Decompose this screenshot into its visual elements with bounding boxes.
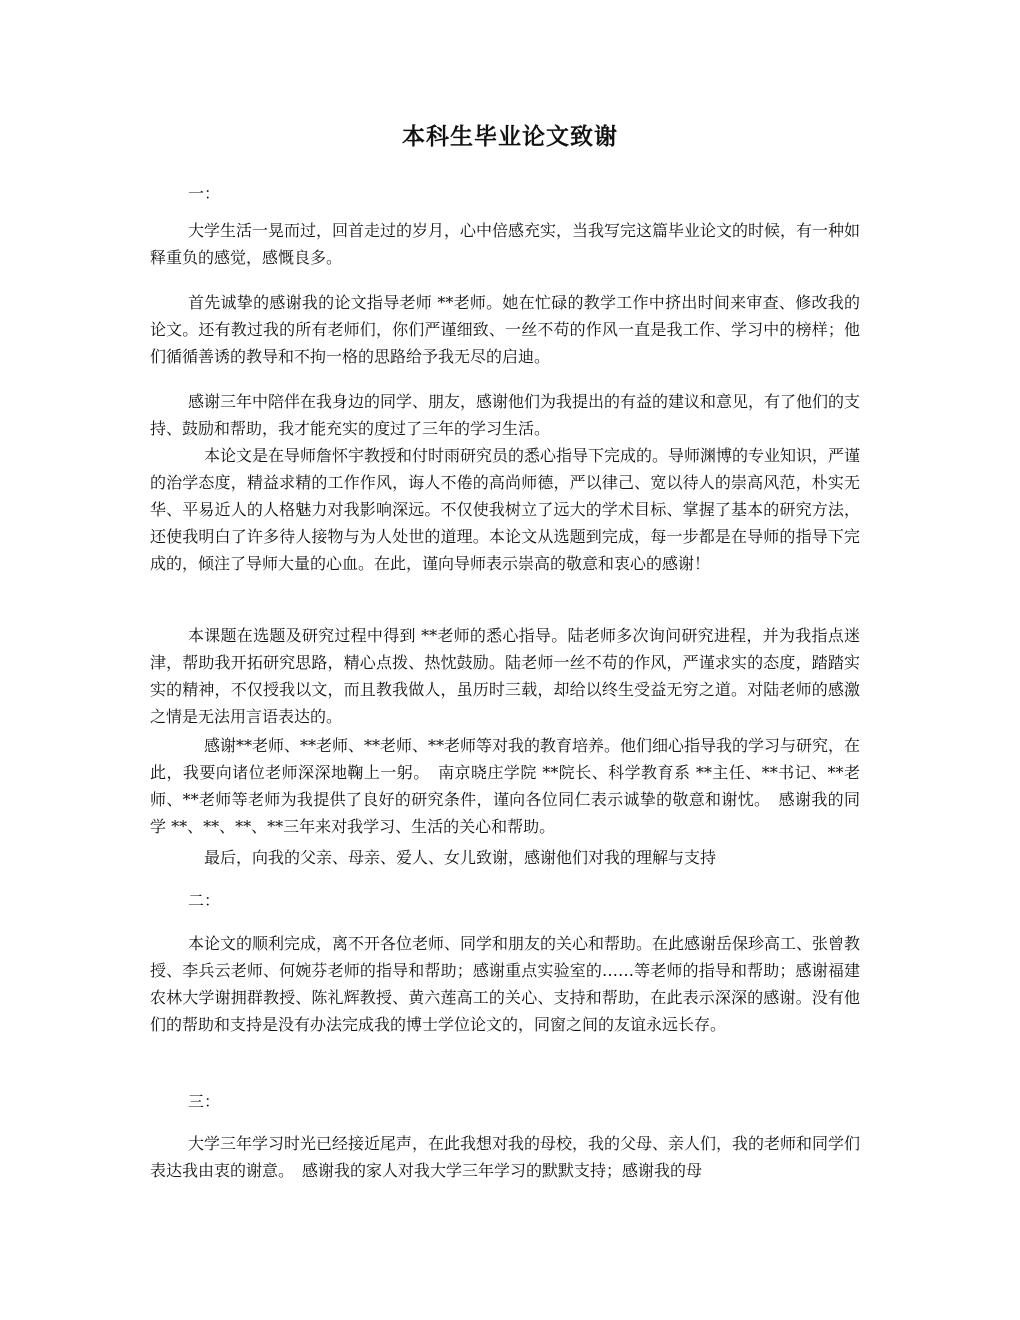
- paragraph: 本课题在选题及研究过程中得到 **老师的悉心指导。陆老师多次询问研究进程，并为我指点迷津，帮助我开拓研究思路，精心点拨、热忱鼓励。陆老师一丝不苟的作风，严谨求实的态度，踏踏实实的精神，不仅授我以文，而且教我做人，虽历时三载，却给以终生受益无穷之道。对陆老师的感激之情是无法用言语表达的。: [150, 626, 860, 726]
- paragraph: 大学三年学习时光已经接近尾声，在此我想对我的母校，我的父母、亲人们，我的老师和同学们表达我由衷的谢意。 感谢我的家人对我大学三年学习的默默支持；感谢我的母: [150, 1134, 861, 1180]
- section-heading-1: 一：: [188, 184, 221, 203]
- paragraph: 感谢三年中陪伴在我身边的同学、朋友，感谢他们为我提出的有益的建议和意见，有了他们的支持、鼓励和帮助，我才能充实的度过了三年的学习生活。: [150, 392, 861, 438]
- paragraph: 感谢**老师、**老师、**老师、**老师等对我的教育培养。他们细心指导我的学习与研究，在此，我要向诸位老师深深地鞠上一躬。 南京晓庄学院 **院长、科学教育系 **主任、**书记、**老师、**老师等老师为我提供了良好的研究条件，谨向各位同仁表示诚挚的敬意和谢忱。 感谢我的同学 **、**、**、**三年来对我学习、生活的关心和帮助。: [150, 736, 861, 836]
- paragraph: 大学生活一晃而过，回首走过的岁月，心中倍感充实，当我写完这篇毕业论文的时候，有一种如释重负的感觉，感慨良多。: [150, 221, 861, 267]
- section-heading-2: 二：: [188, 891, 221, 910]
- paragraph: 本论文是在导师詹怀宇教授和付时雨研究员的悉心指导下完成的。导师渊博的专业知识，严谨的治学态度，精益求精的工作作风，诲人不倦的高尚师德，严以律己、宽以待人的崇高风范，朴实无华、平易近人的人格魅力对我影响深远。不仅使我树立了远大的学术目标、掌握了基本的研究方法，还使我明白了许多待人接物与为人处世的道理。本论文从选题到完成，每一步都是在导师的指导下完成的，倾注了导师大量的心血。在此，谨向导师表示崇高的敬意和衷心的感谢！: [150, 446, 861, 573]
- paragraph: 本论文的顺利完成，离不开各位老师、同学和朋友的关心和帮助。在此感谢岳保珍高工、张曾教授、李兵云老师、何婉芬老师的指导和帮助；感谢重点实验室的……等老师的指导和帮助；感谢福建农林大学谢拥群教授、陈礼辉教授、黄六莲高工的关心、支持和帮助，在此表示深深的感谢。没有他们的帮助和支持是没有办法完成我的博士学位论文的，同窗之间的友谊永远长存。: [150, 934, 861, 1034]
- section-heading-3: 三：: [188, 1092, 221, 1111]
- paragraph: 最后，向我的父亲、母亲、爱人、女儿致谢，感谢他们对我的理解与支持: [204, 848, 717, 867]
- paragraph: 首先诚挚的感谢我的论文指导老师 **老师。她在忙碌的教学工作中挤出时间来审查、修改我的论文。还有教过我的所有老师们，你们严谨细致、一丝不苟的作风一直是我工作、学习中的榜样；他们循循善诱的教导和不拘一格的思路给予我无尽的启迪。: [150, 293, 860, 366]
- document-title: 本科生毕业论文致谢: [402, 123, 618, 150]
